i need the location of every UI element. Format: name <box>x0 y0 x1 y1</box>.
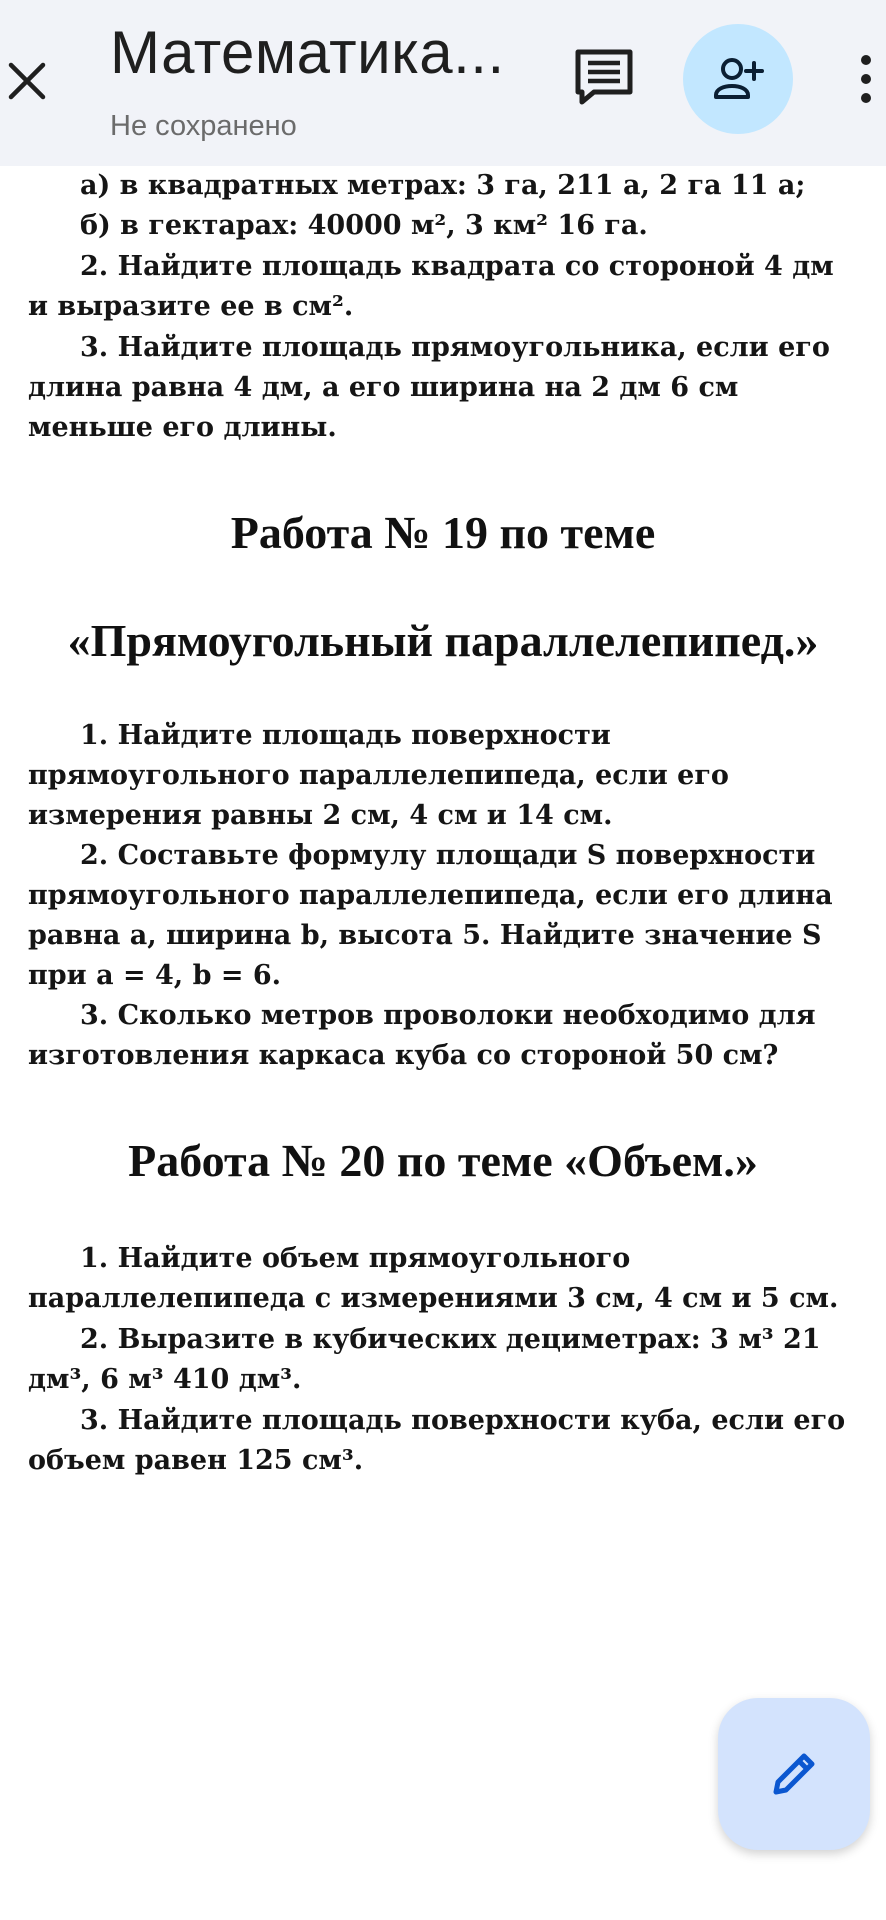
document-page[interactable] <box>0 166 886 1920</box>
edit-fab-button[interactable] <box>718 1698 870 1850</box>
work-20-task-3: 3. Найдите площадь поверхности куба, если его объем равен 125 см³. <box>28 1405 846 1476</box>
work-20-task-1: 1. Найдите объем прямоугольного параллелепипеда с измерениями 3 см, 4 см и 5 см. <box>28 1243 839 1314</box>
work-19-heading-line1: Работа № 19 по теме <box>230 507 656 558</box>
work-19-task-3: 3. Сколько метров проволоки необходимо для изготовления каркаса куба со стороной 50 см? <box>28 1000 816 1071</box>
comment-icon <box>572 46 636 108</box>
save-status: Не сохранено <box>110 110 297 142</box>
close-icon <box>7 61 47 101</box>
work-20-task-2: 2. Выразите в кубических дециметрах: 3 м³ 21 дм³, 6 м³ 410 дм³. <box>28 1324 821 1395</box>
work-19-heading-line2: «Прямоугольный параллелепипед.» <box>67 615 819 666</box>
app-top-bar <box>0 0 886 166</box>
more-options-button[interactable] <box>854 46 886 112</box>
document-title[interactable]: Математика... <box>110 19 505 86</box>
add-person-icon <box>712 53 764 105</box>
work-19-task-2: 2. Составьте формулу площади S поверхности прямоугольного параллелепипеда, если его длина равна a, ширина b, высота 5. Найдите значение S при a = 4, b = 6. <box>28 840 833 991</box>
task-line-a: а) в квадратных метрах: 3 га, 211 а, 2 га 11 а; <box>80 170 806 201</box>
share-button[interactable] <box>683 24 793 134</box>
task-2-area-square: 2. Найдите площадь квадрата со стороной 4 дм и выразите ее в см². <box>28 251 834 322</box>
task-3-area-rectangle: 3. Найдите площадь прямоугольника, если его длина равна 4 дм, а его ширина на 2 дм 6 см меньше его длины. <box>28 332 830 443</box>
task-line-b: б) в гектарах: 40000 м², 3 км² 16 га. <box>80 210 648 241</box>
more-vert-icon <box>854 46 878 112</box>
work-19-task-1: 1. Найдите площадь поверхности прямоугольного параллелепипеда, если его измерения равны 2 см, 4 см и 14 см. <box>28 720 729 831</box>
edit-pencil-icon <box>766 1746 822 1802</box>
work-20-heading: Работа № 20 по теме «Объем.» <box>128 1135 758 1186</box>
close-button[interactable] <box>4 52 50 110</box>
comments-button[interactable] <box>572 46 642 112</box>
